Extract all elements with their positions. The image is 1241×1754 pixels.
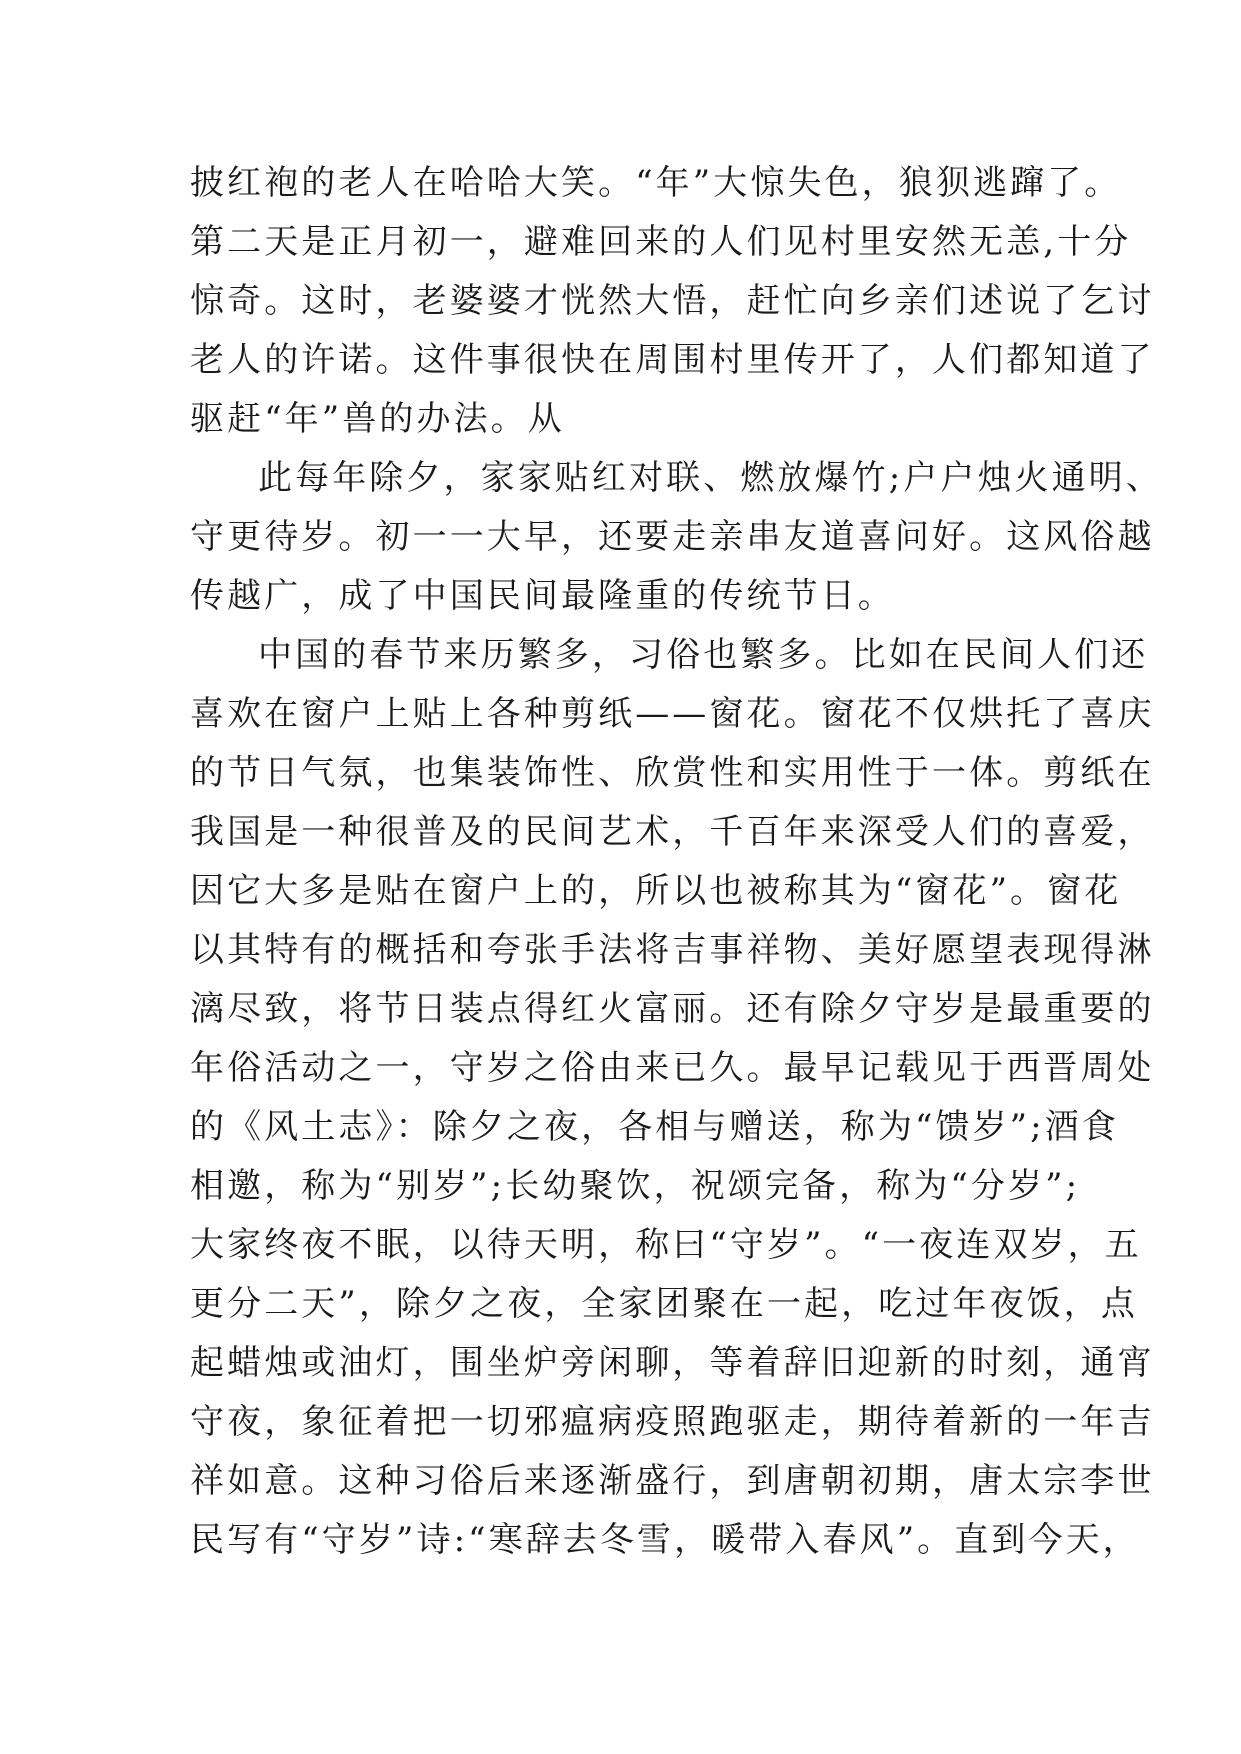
text-line: 守更待岁。初一一大早，还要走亲串友道喜问好。这风俗越 bbox=[190, 517, 1155, 557]
text-line: 祥如意。这种习俗后来逐渐盛行，到唐朝初期，唐太宗李世 bbox=[190, 1461, 1155, 1501]
text-line: 我国是一种很普及的民间艺术，千百年来深受人们的喜爱， bbox=[190, 812, 1155, 852]
text-line: 大家终夜不眠，以待天明，称曰“守岁”。“一夜连双岁，五 bbox=[190, 1225, 1142, 1265]
text-line: 中国的春节来历繁多，习俗也繁多。比如在民间人们还 bbox=[258, 635, 1149, 675]
text-line: 第二天是正月初一，避难回来的人们见村里安然无恙,十分 bbox=[190, 222, 1132, 262]
text-line: 喜欢在窗户上贴上各种剪纸——窗花。窗花不仅烘托了喜庆 bbox=[190, 694, 1155, 734]
text-line: 以其特有的概括和夸张手法将吉事祥物、美好愿望表现得淋 bbox=[190, 930, 1155, 970]
text-line: 的《风土志》：除夕之夜，各相与赠送，称为“馈岁”;酒食 bbox=[190, 1107, 1119, 1147]
text-line: 年俗活动之一，守岁之俗由来已久。最早记载见于西晋周处 bbox=[190, 1048, 1155, 1088]
text-line: 惊奇。这时，老婆婆才恍然大悟，赶忙向乡亲们述说了乞讨 bbox=[190, 281, 1155, 321]
text-line: 老人的许诺。这件事很快在周围村里传开了，人们都知道了 bbox=[190, 340, 1155, 380]
text-line: 因它大多是贴在窗户上的，所以也被称其为“窗花”。窗花 bbox=[190, 871, 1122, 911]
text-line: 漓尽致，将节日装点得红火富丽。还有除夕守岁是最重要的 bbox=[190, 989, 1155, 1029]
text-line: 披红袍的老人在哈哈大笑。“年”大惊失色，狼狈逃蹿了。 bbox=[190, 163, 1122, 203]
text-line: 的节日气氛，也集装饰性、欣赏性和实用性于一体。剪纸在 bbox=[190, 753, 1155, 793]
text-line: 更分二天”，除夕之夜，全家团聚在一起，吃过年夜饭，点 bbox=[190, 1284, 1138, 1324]
text-line: 相邀，称为“别岁”;长幼聚饮，祝颂完备，称为“分岁”; bbox=[190, 1166, 1081, 1206]
text-line: 此每年除夕，家家贴红对联、燃放爆竹;户户烛火通明、 bbox=[258, 458, 1163, 498]
text-line: 传越广，成了中国民间最隆重的传统节日。 bbox=[190, 576, 895, 616]
text-line: 守夜，象征着把一切邪瘟病疫照跑驱走，期待着新的一年吉 bbox=[190, 1402, 1155, 1442]
text-line: 驱赶“年”兽的办法。从 bbox=[190, 399, 565, 439]
text-line: 民写有“守岁”诗:“寒辞去冬雪，暖带入春风”。直到今天， bbox=[190, 1520, 1140, 1560]
body-text bbox=[190, 154, 1163, 1570]
text-line: 起蜡烛或油灯，围坐炉旁闲聊，等着辞旧迎新的时刻，通宵 bbox=[190, 1343, 1155, 1383]
